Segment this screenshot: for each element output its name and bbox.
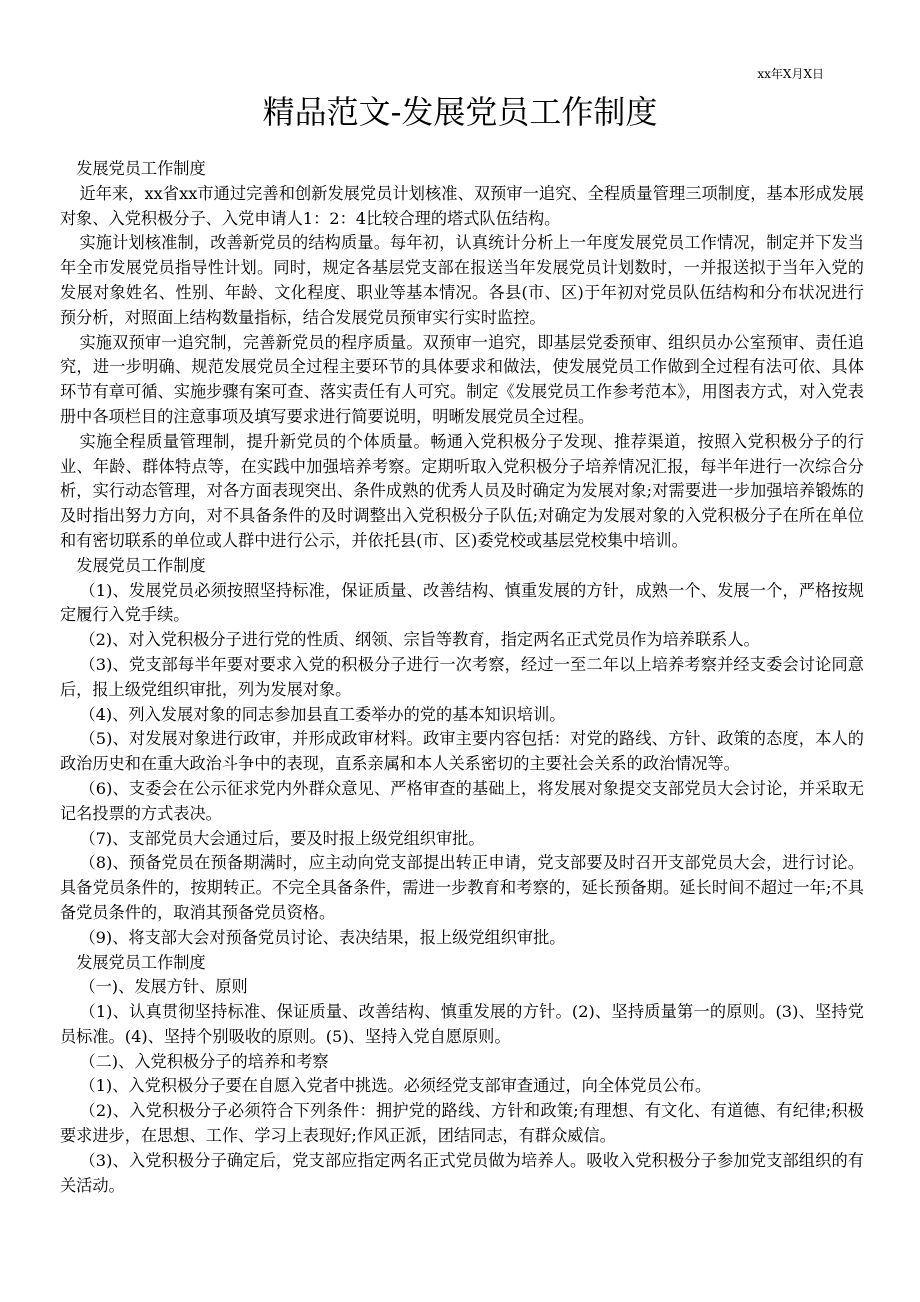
list-item: （6)、支委会在公示征求党内外群众意见、严格审查的基础上，将发展对象提交支部党员大会讨论，并采取无记名投票的方式表决。 — [60, 778, 864, 823]
list-item: （4)、列入发展对象的同志参加县直工委举办的党的基本知识培训。 — [79, 704, 566, 724]
subsection-heading: （二)、入党积极分子的培养和考察 — [79, 1051, 329, 1071]
list-item: （9)、将支部大会对预备党员讨论、表决结果，报上级党组织审批。 — [79, 927, 566, 947]
list-item: （1)、发展党员必须按照坚持标准，保证质量、改善结构、慎重发展的方针，成熟一个、发展一个，严格按规定履行入党手续。 — [60, 580, 864, 625]
document-date: xx年X月X日 — [757, 67, 824, 81]
list-item: （2)、入党积极分子必须符合下列条件：拥护党的路线、方针和政策;有理想、有文化、有道德、有纪律;积极要求进步，在思想、工作、学习上表现好;作风正派，团结同志，有群众威信。 — [60, 1101, 864, 1146]
list-item: （3)、党支部每半年要对要求入党的积极分子进行一次考察，经过一至二年以上培养考察并经支委会讨论同意后，报上级党组织审批，列为发展对象。 — [60, 654, 864, 699]
section-heading: 发展党员工作制度 — [76, 555, 206, 575]
section-heading: 发展党员工作制度 — [76, 159, 206, 178]
list-item: （1)、入党积极分子要在自愿入党者中挑选。必须经党支部审查通过，向全体党员公布。 — [79, 1076, 712, 1096]
list-item: （1)、认真贯彻坚持标准、保证质量、改善结构、慎重发展的方针。(2)、坚持质量第一的原则。(3)、坚持党员标准。(4)、坚持个别吸收的原则。(5)、坚持入党自愿原则。 — [60, 1002, 864, 1046]
list-item: （3)、入党积极分子确定后，党支部应指定两名正式党员做为培养人。吸收入党积极分子参加党支部组织的有关活动。 — [60, 1150, 864, 1195]
document-body — [60, 157, 864, 1198]
document-title: 精品范文-发展党员工作制度 — [262, 93, 658, 131]
paragraph: 实施计划核准制，改善新党员的结构质量。每年初，认真统计分析上一年度发展党员工作情况，制定并下发当年全市发展党员指导性计划。同时，规定各基层党支部在报送当年发展党员计划数时，一并报送拟于当年入党的发展对象姓名、性别、年龄、文化程度、职业等基本情况。各县(市、区)于年初对党员队伍结构和分布状况进行预分析，对照面上结构数量指标，结合发展党员预审实行实时监控。 — [60, 233, 864, 327]
paragraph: 实施全程质量管理制，提升新党员的个体质量。畅通入党积极分子发现、推荐渠道，按照入党积极分子的行业、年龄、群体特点等，在实践中加强培养考察。定期听取入党积极分子培养情况汇报，每半年进行一次综合分析，实行动态管理，对各方面表现突出、条件成熟的优秀人员及时确定为发展对象;对需要进一步加强培养锻炼的及时指出努力方向，对不具备条件的及时调整出入党积极分子队伍;对确定为发展对象的入党积极分子在所在单位和有密切联系的单位或人群中进行公示，并依托县(市、区)委党校或基层党校集中培训。 — [60, 431, 864, 550]
paragraph: 近年来，xx省xx市通过完善和创新发展党员计划核准、双预审一追究、全程质量管理三项制度，基本形成发展对象、入党积极分子、入党申请人1：2：4比较合理的塔式队伍结构。 — [60, 183, 864, 228]
subsection-heading: （一)、发展方针、原则 — [79, 977, 248, 997]
list-item: （5)、对发展对象进行政审，并形成政审材料。政审主要内容包括：对党的路线、方针、政策的态度，本人的政治历史和在重大政治斗争中的表现，直系亲属和本人关系密切的主要社会关系的政治情况等。 — [60, 729, 864, 774]
list-item: （7)、支部党员大会通过后，要及时报上级党组织审批。 — [79, 828, 485, 848]
list-item: （8)、预备党员在预备期满时，应主动向党支部提出转正申请，党支部要及时召开支部党员大会，进行讨论。具备党员条件的，按期转正。不完全具备条件，需进一步教育和考察的，延长预备期。延长时间不超过一年;不具备党员条件的，取消其预备党员资格。 — [60, 853, 864, 922]
paragraph: 实施双预审一追究制，完善新党员的程序质量。双预审一追究，即基层党委预审、组织员办公室预审、责任追究，进一步明确、规范发展党员全过程主要环节的具体要求和做法，使发展党员工作做到全过程有法可依、具体环节有章可循、实施步骤有案可查、落实责任有人可究。制定《发展党员工作参考范本》，用图表方式，对入党表册中各项栏目的注意事项及填写要求进行简要说明，明晰发展党员全过程。 — [60, 332, 864, 426]
list-item: （2)、对入党积极分子进行党的性质、纲领、宗旨等教育，指定两名正式党员作为培养联系人。 — [79, 630, 760, 650]
section-heading: 发展党员工作制度 — [76, 952, 206, 972]
